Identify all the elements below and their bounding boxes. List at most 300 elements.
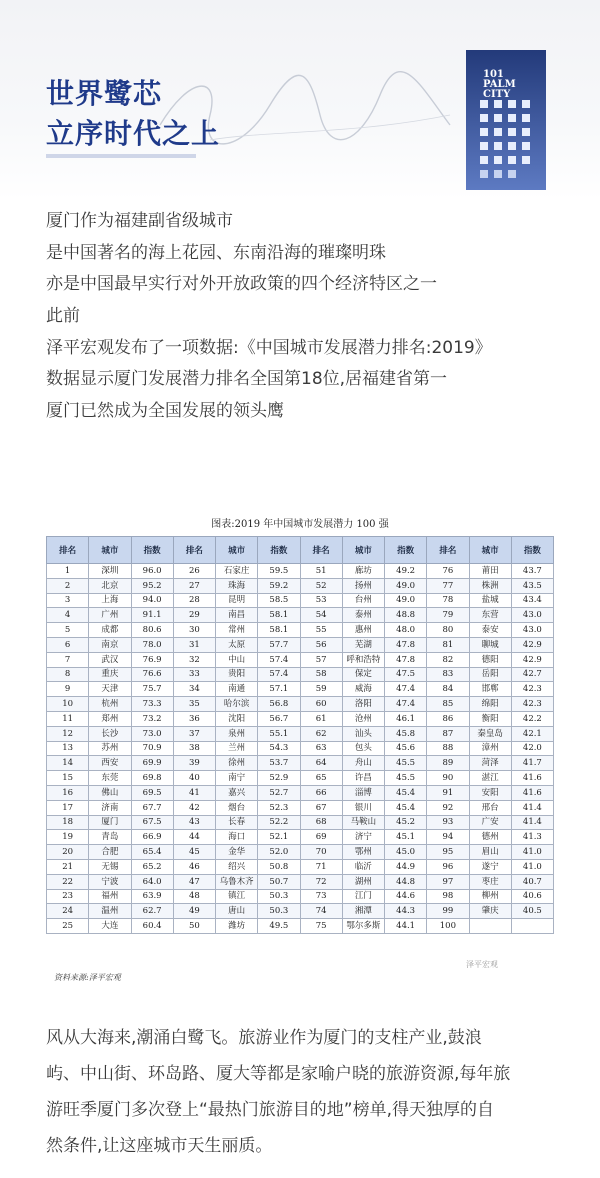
intro-line: 厦门已然成为全国发展的领头鹰: [46, 401, 284, 422]
table-cell: 61: [300, 711, 342, 726]
table-cell: 93: [427, 815, 469, 830]
table-cell: 8: [47, 667, 89, 682]
logo-wordmark: 101 PALM CITY: [483, 69, 516, 100]
table-cell: 惠州: [342, 623, 384, 638]
table-cell: 96.0: [131, 564, 173, 579]
table-cell: 洛阳: [342, 697, 384, 712]
table-row: [47, 859, 554, 874]
table-cell: 长春: [216, 815, 258, 830]
table-cell: 47.5: [385, 667, 427, 682]
body-line: 游旺季厦门多次登上“最热门旅游目的地”榜单,得天独厚的自: [46, 1100, 495, 1120]
table-cell: 绵阳: [469, 697, 511, 712]
table-cell: 镇江: [216, 889, 258, 904]
table-cell: 珠海: [216, 578, 258, 593]
table-cell: 75.7: [131, 682, 173, 697]
table-cell: 肇庆: [469, 904, 511, 919]
table-cell: 45.4: [385, 800, 427, 815]
table-row: [47, 578, 554, 593]
table-cell: 98: [427, 889, 469, 904]
table-cell: 安阳: [469, 785, 511, 800]
table-cell: 15: [47, 771, 89, 786]
table-cell: 89: [427, 756, 469, 771]
table-cell: 49.2: [385, 564, 427, 579]
table-row: [47, 771, 554, 786]
table-cell: 53.7: [258, 756, 300, 771]
table-cell: [469, 919, 511, 934]
table-cell: 郑州: [89, 711, 131, 726]
table-cell: 45.1: [385, 830, 427, 845]
table-cell: 绍兴: [216, 859, 258, 874]
table-cell: 49: [173, 904, 215, 919]
table-header-cell: 城市: [469, 537, 511, 564]
table-cell: 德州: [469, 830, 511, 845]
table-cell: 天津: [89, 682, 131, 697]
table-cell: 52.7: [258, 785, 300, 800]
table-cell: 45.6: [385, 741, 427, 756]
table-cell: 41.6: [511, 785, 553, 800]
table-cell: 42.1: [511, 726, 553, 741]
table-cell: 47.8: [385, 637, 427, 652]
body-line: 风从大海来,潮涌白鹭飞。旅游业作为厦门的支柱产业,鼓浪: [46, 1028, 482, 1048]
table-cell: 55: [300, 623, 342, 638]
table-row: [47, 637, 554, 652]
table-cell: 29: [173, 608, 215, 623]
table-row: [47, 845, 554, 860]
body-line: 然条件,让这座城市天生丽质。: [46, 1136, 273, 1156]
table-cell: 40.5: [511, 904, 553, 919]
table-cell: 50.7: [258, 874, 300, 889]
table-header-cell: 城市: [89, 537, 131, 564]
table-cell: 12: [47, 726, 89, 741]
table-header-cell: 城市: [216, 537, 258, 564]
table-cell: 71: [300, 859, 342, 874]
table-cell: 23: [47, 889, 89, 904]
table-cell: 佛山: [89, 785, 131, 800]
table-cell: 枣庄: [469, 874, 511, 889]
body-line: 屿、中山街、环岛路、厦大等都是家喻户晓的旅游资源,每年旅: [46, 1064, 511, 1084]
table-cell: 42.0: [511, 741, 553, 756]
table-cell: 泰州: [342, 608, 384, 623]
table-cell: 76.6: [131, 667, 173, 682]
table-cell: 徐州: [216, 756, 258, 771]
table-body: [47, 564, 554, 934]
table-cell: 50.8: [258, 859, 300, 874]
table-header-cell: 排名: [47, 537, 89, 564]
table-cell: 47.8: [385, 652, 427, 667]
table-cell: 5: [47, 623, 89, 638]
table-cell: 1: [47, 564, 89, 579]
table-cell: 41.7: [511, 756, 553, 771]
table-cell: 7: [47, 652, 89, 667]
table-cell: 昆明: [216, 593, 258, 608]
table-cell: 岳阳: [469, 667, 511, 682]
table-cell: 江门: [342, 889, 384, 904]
table-cell: 28: [173, 593, 215, 608]
table-cell: 99: [427, 904, 469, 919]
table-cell: 眉山: [469, 845, 511, 860]
table-cell: 临沂: [342, 859, 384, 874]
table-cell: 76: [427, 564, 469, 579]
table-row: [47, 667, 554, 682]
table-cell: 41: [173, 785, 215, 800]
table-cell: 41.4: [511, 800, 553, 815]
table-cell: 40: [173, 771, 215, 786]
table-cell: 菏泽: [469, 756, 511, 771]
table-cell: 52.9: [258, 771, 300, 786]
table-cell: 50.3: [258, 904, 300, 919]
table-cell: 56.7: [258, 711, 300, 726]
table-cell: 43.7: [511, 564, 553, 579]
table-cell: 95.2: [131, 578, 173, 593]
table-header-cell: 城市: [342, 537, 384, 564]
table-cell: 14: [47, 756, 89, 771]
table-cell: 温州: [89, 904, 131, 919]
table-cell: 大连: [89, 919, 131, 934]
table-cell: 许昌: [342, 771, 384, 786]
table-cell: 43.4: [511, 593, 553, 608]
table-row: [47, 711, 554, 726]
table-cell: 泰安: [469, 623, 511, 638]
table-cell: 莆田: [469, 564, 511, 579]
table-cell: 乌鲁木齐: [216, 874, 258, 889]
table-header-cell: 排名: [173, 537, 215, 564]
table-cell: 43.5: [511, 578, 553, 593]
headline-line-2: 立序时代之上: [46, 117, 221, 150]
table-cell: 42.9: [511, 637, 553, 652]
table-cell: 南昌: [216, 608, 258, 623]
table-cell: 36: [173, 711, 215, 726]
table-cell: 南通: [216, 682, 258, 697]
table-cell: 41.4: [511, 815, 553, 830]
table-cell: 上海: [89, 593, 131, 608]
table-cell: 43.0: [511, 608, 553, 623]
table-row: [47, 741, 554, 756]
table-cell: 85: [427, 697, 469, 712]
table-cell: 69: [300, 830, 342, 845]
table-cell: 67.7: [131, 800, 173, 815]
table-cell: 济南: [89, 800, 131, 815]
table-cell: 68: [300, 815, 342, 830]
table-cell: 86: [427, 711, 469, 726]
table-cell: 48: [173, 889, 215, 904]
table-cell: 47: [173, 874, 215, 889]
table-cell: 54.3: [258, 741, 300, 756]
table-cell: 40.7: [511, 874, 553, 889]
table-cell: 54: [300, 608, 342, 623]
table-cell: 石家庄: [216, 564, 258, 579]
table-cell: 邯郸: [469, 682, 511, 697]
table-cell: 48.0: [385, 623, 427, 638]
table-cell: 16: [47, 785, 89, 800]
table-cell: 64.0: [131, 874, 173, 889]
table-cell: 27: [173, 578, 215, 593]
table-cell: 65.4: [131, 845, 173, 860]
table-cell: 58: [300, 667, 342, 682]
table-cell: 秦皇岛: [469, 726, 511, 741]
table-cell: 52.2: [258, 815, 300, 830]
table-cell: 70.9: [131, 741, 173, 756]
table-cell: 马鞍山: [342, 815, 384, 830]
table-cell: 60.4: [131, 919, 173, 934]
table-header-cell: 指数: [131, 537, 173, 564]
table-cell: 43: [173, 815, 215, 830]
table-row: [47, 682, 554, 697]
table-cell: 贵阳: [216, 667, 258, 682]
table-cell: 73.0: [131, 726, 173, 741]
body-paragraph: [46, 1020, 566, 1164]
table-cell: 80: [427, 623, 469, 638]
table-cell: 100: [427, 919, 469, 934]
table-cell: 广安: [469, 815, 511, 830]
intro-line: 泽平宏观发布了一项数据:《中国城市发展潜力排名:2019》: [46, 337, 492, 358]
table-cell: 德阳: [469, 652, 511, 667]
table-cell: 51: [300, 564, 342, 579]
table-cell: 广州: [89, 608, 131, 623]
table-cell: 56: [300, 637, 342, 652]
table-row: [47, 564, 554, 579]
table-cell: 84: [427, 682, 469, 697]
table-cell: 69.8: [131, 771, 173, 786]
table-cell: 81: [427, 637, 469, 652]
table-cell: 遂宁: [469, 859, 511, 874]
table-cell: 55.1: [258, 726, 300, 741]
table-cell: 杭州: [89, 697, 131, 712]
table-cell: 44.6: [385, 889, 427, 904]
headline-underline: [46, 154, 196, 158]
table-cell: 47.4: [385, 697, 427, 712]
table-cell: 78.0: [131, 637, 173, 652]
table-cell: 湖州: [342, 874, 384, 889]
table-cell: 银川: [342, 800, 384, 815]
table-cell: 74: [300, 904, 342, 919]
table-cell: 58.1: [258, 623, 300, 638]
table-cell: 2: [47, 578, 89, 593]
table-row: [47, 726, 554, 741]
table-row: [47, 904, 554, 919]
table-cell: 46.1: [385, 711, 427, 726]
intro-line: 厦门作为福建副省级城市: [46, 211, 233, 231]
table-cell: 6: [47, 637, 89, 652]
table-cell: 50: [173, 919, 215, 934]
table-cell: 东莞: [89, 771, 131, 786]
table-cell: 91: [427, 785, 469, 800]
table-cell: 济宁: [342, 830, 384, 845]
table-cell: 45.2: [385, 815, 427, 830]
table-cell: 31: [173, 637, 215, 652]
table-header-cell: 指数: [511, 537, 553, 564]
table-cell: 福州: [89, 889, 131, 904]
table-cell: 67.5: [131, 815, 173, 830]
table-cell: 42.2: [511, 711, 553, 726]
table-cell: 9: [47, 682, 89, 697]
table-cell: 63.9: [131, 889, 173, 904]
table-row: [47, 652, 554, 667]
table-cell: 52.0: [258, 845, 300, 860]
table-cell: 96: [427, 859, 469, 874]
table-cell: 重庆: [89, 667, 131, 682]
table-cell: 邢台: [469, 800, 511, 815]
table-cell: 57.7: [258, 637, 300, 652]
table-cell: 盐城: [469, 593, 511, 608]
table-cell: 66.9: [131, 830, 173, 845]
table-cell: 41.0: [511, 859, 553, 874]
table-row: [47, 608, 554, 623]
table-cell: 45.4: [385, 785, 427, 800]
table-cell: 66: [300, 785, 342, 800]
table-cell: 21: [47, 859, 89, 874]
table-cell: 33: [173, 667, 215, 682]
table-cell: 90: [427, 771, 469, 786]
table-cell: 72: [300, 874, 342, 889]
table-cell: 64: [300, 756, 342, 771]
table-cell: 58.5: [258, 593, 300, 608]
table-cell: 舟山: [342, 756, 384, 771]
table-cell: 柳州: [469, 889, 511, 904]
table-cell: 哈尔滨: [216, 697, 258, 712]
table-row: [47, 623, 554, 638]
table-row: [47, 919, 554, 934]
table-cell: 淄博: [342, 785, 384, 800]
table-row: [47, 889, 554, 904]
table-cell: 24: [47, 904, 89, 919]
table-cell: 78: [427, 593, 469, 608]
table-cell: [511, 919, 553, 934]
table-row: [47, 815, 554, 830]
table-cell: 扬州: [342, 578, 384, 593]
table-cell: 呼和浩特: [342, 652, 384, 667]
table-cell: 41.6: [511, 771, 553, 786]
table-cell: 73.2: [131, 711, 173, 726]
table-cell: 52: [300, 578, 342, 593]
table-cell: 46: [173, 859, 215, 874]
table-cell: 56.8: [258, 697, 300, 712]
table-cell: 80.6: [131, 623, 173, 638]
table-cell: 42.3: [511, 697, 553, 712]
table-cell: 35: [173, 697, 215, 712]
table-cell: 32: [173, 652, 215, 667]
table-header-cell: 指数: [385, 537, 427, 564]
table-cell: 保定: [342, 667, 384, 682]
table-cell: 株洲: [469, 578, 511, 593]
table-cell: 73.3: [131, 697, 173, 712]
table-cell: 西安: [89, 756, 131, 771]
table-cell: 67: [300, 800, 342, 815]
table-header-cell: 排名: [300, 537, 342, 564]
table-cell: 沈阳: [216, 711, 258, 726]
table-cell: 厦门: [89, 815, 131, 830]
table-cell: 37: [173, 726, 215, 741]
table-cell: 59.5: [258, 564, 300, 579]
table-cell: 95: [427, 845, 469, 860]
table-cell: 94: [427, 830, 469, 845]
table-cell: 武汉: [89, 652, 131, 667]
intro-line: 是中国著名的海上花园、东南沿海的璀璨明珠: [46, 242, 386, 263]
table-cell: 44.8: [385, 874, 427, 889]
table-cell: 92: [427, 800, 469, 815]
ranking-table: [46, 536, 554, 934]
table-cell: 79: [427, 608, 469, 623]
table-cell: 海口: [216, 830, 258, 845]
table-cell: 44.3: [385, 904, 427, 919]
table-cell: 22: [47, 874, 89, 889]
table-row: [47, 830, 554, 845]
table-cell: 常州: [216, 623, 258, 638]
table-cell: 20: [47, 845, 89, 860]
table-cell: 10: [47, 697, 89, 712]
table-cell: 47.4: [385, 682, 427, 697]
table-cell: 无锡: [89, 859, 131, 874]
table-cell: 52.1: [258, 830, 300, 845]
table-cell: 58.1: [258, 608, 300, 623]
ranking-table-figure: [46, 514, 554, 992]
table-cell: 太原: [216, 637, 258, 652]
intro-line: 数据显示厦门发展潜力排名全国第18位,居福建省第一: [46, 369, 448, 390]
table-header-row: [47, 537, 554, 564]
table-cell: 中山: [216, 652, 258, 667]
table-cell: 45.5: [385, 756, 427, 771]
table-cell: 芜湖: [342, 637, 384, 652]
table-cell: 91.1: [131, 608, 173, 623]
table-cell: 汕头: [342, 726, 384, 741]
table-cell: 南京: [89, 637, 131, 652]
table-cell: 13: [47, 741, 89, 756]
table-cell: 兰州: [216, 741, 258, 756]
table-cell: 49.5: [258, 919, 300, 934]
table-cell: 70: [300, 845, 342, 860]
table-row: [47, 874, 554, 889]
table-header-cell: 指数: [258, 537, 300, 564]
table-cell: 苏州: [89, 741, 131, 756]
intro-line: 亦是中国最早实行对外开放政策的四个经济特区之一: [46, 274, 437, 295]
table-cell: 62.7: [131, 904, 173, 919]
table-cell: 威海: [342, 682, 384, 697]
table-cell: 63: [300, 741, 342, 756]
table-cell: 69.5: [131, 785, 173, 800]
table-cell: 42.9: [511, 652, 553, 667]
table-cell: 97: [427, 874, 469, 889]
table-cell: 39: [173, 756, 215, 771]
table-cell: 潍坊: [216, 919, 258, 934]
table-cell: 94.0: [131, 593, 173, 608]
table-cell: 唐山: [216, 904, 258, 919]
table-cell: 40.6: [511, 889, 553, 904]
table-cell: 49.0: [385, 593, 427, 608]
table-cell: 44: [173, 830, 215, 845]
table-cell: 57.4: [258, 667, 300, 682]
table-cell: 38: [173, 741, 215, 756]
table-cell: 65.2: [131, 859, 173, 874]
table-cell: 衡阳: [469, 711, 511, 726]
table-row: [47, 593, 554, 608]
intro-line: 此前: [46, 306, 80, 327]
table-row: [47, 800, 554, 815]
table-cell: 41.0: [511, 845, 553, 860]
table-cell: 4: [47, 608, 89, 623]
table-cell: 49.0: [385, 578, 427, 593]
table-cell: 嘉兴: [216, 785, 258, 800]
table-row: [47, 756, 554, 771]
table-cell: 75: [300, 919, 342, 934]
table-cell: 金华: [216, 845, 258, 860]
table-cell: 43.0: [511, 623, 553, 638]
table-cell: 87: [427, 726, 469, 741]
table-cell: 69.9: [131, 756, 173, 771]
table-cell: 包头: [342, 741, 384, 756]
table-cell: 88: [427, 741, 469, 756]
table-cell: 53: [300, 593, 342, 608]
table-cell: 宁波: [89, 874, 131, 889]
table-cell: 77: [427, 578, 469, 593]
